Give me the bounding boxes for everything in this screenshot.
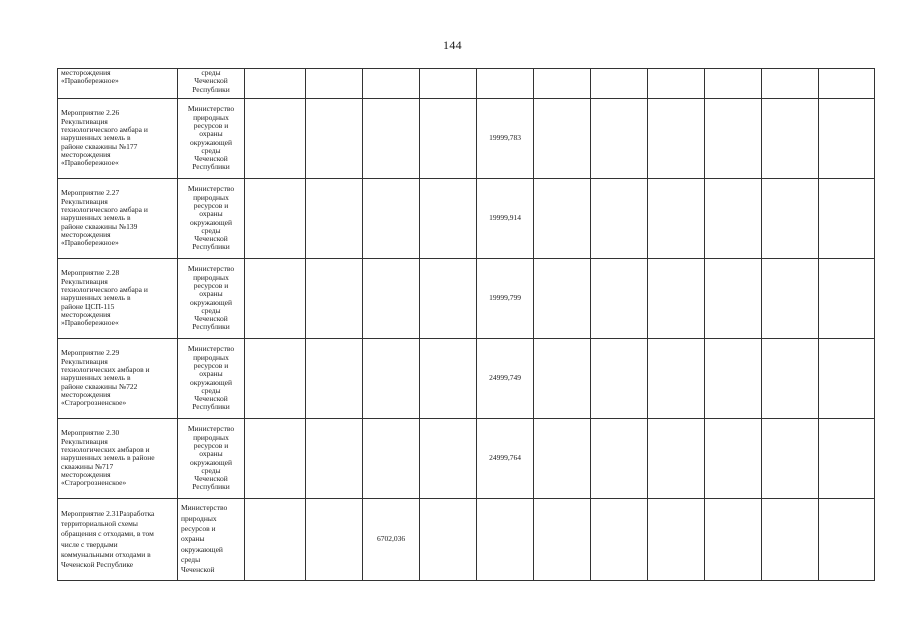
value-cell [762, 179, 819, 259]
value-cell [245, 419, 306, 499]
value-cell [420, 419, 477, 499]
value-cell [534, 259, 591, 339]
value-cell [648, 259, 705, 339]
value-cell [762, 69, 819, 99]
value-cell [705, 339, 762, 419]
value-cell [762, 339, 819, 419]
value-cell [534, 419, 591, 499]
executor-cell: Министерство природных ресурсов и охраны окружающей среды Чеченской Республики [178, 259, 245, 339]
value-cell [762, 419, 819, 499]
value-cell [591, 339, 648, 419]
value-cell [648, 499, 705, 581]
executor-cell: Министерство природных ресурсов и охраны окружающей среды Чеченской Республики [178, 179, 245, 259]
value-cell [306, 339, 363, 419]
measure-cell: Мероприятие 2.29 Рекультивация технологических амбаров и нарушенных земель в районе скважины №722 месторождения «Старогрозненское» [58, 339, 178, 419]
value-cell [762, 259, 819, 339]
value-cell [245, 339, 306, 419]
value-cell: 24999,749 [477, 339, 534, 419]
value-cell [420, 179, 477, 259]
value-cell [477, 499, 534, 581]
value-cell [420, 69, 477, 99]
value-cell [363, 419, 420, 499]
value-cell [819, 499, 875, 581]
value-cell [819, 339, 875, 419]
value-cell [762, 499, 819, 581]
value-cell [819, 179, 875, 259]
value-cell [306, 69, 363, 99]
table-row [58, 99, 875, 179]
table-row [58, 499, 875, 581]
value-cell [819, 99, 875, 179]
value-cell [591, 69, 648, 99]
value-cell: 24999,764 [477, 419, 534, 499]
value-cell [477, 69, 534, 99]
executor-cell: среды Чеченской Республики [178, 69, 245, 99]
executor-cell: Министерство природных ресурсов и охраны окружающей среды Чеченской Республики [178, 339, 245, 419]
page-number: 144 [443, 38, 462, 52]
value-cell [648, 69, 705, 99]
value-cell [306, 499, 363, 581]
value-cell [534, 499, 591, 581]
value-cell [245, 259, 306, 339]
value-cell [591, 499, 648, 581]
value-cell: 19999,783 [477, 99, 534, 179]
value-cell [819, 69, 875, 99]
value-cell [420, 259, 477, 339]
value-cell [819, 419, 875, 499]
value-cell [306, 99, 363, 179]
value-cell: 19999,799 [477, 259, 534, 339]
value-cell [648, 99, 705, 179]
value-cell [762, 99, 819, 179]
value-cell [819, 259, 875, 339]
executor-cell: Министерство природных ресурсов и охраны окружающей среды Чеченской Республики [178, 419, 245, 499]
value-cell [591, 179, 648, 259]
value-cell [705, 499, 762, 581]
value-cell [245, 99, 306, 179]
value-cell [705, 179, 762, 259]
value-cell [705, 69, 762, 99]
measure-cell: Мероприятие 2.28 Рекультивация технологического амбара и нарушенных земель в районе ЦСП-115 месторождения »Правобережное« [58, 259, 178, 339]
table-row [58, 259, 875, 339]
value-cell [306, 259, 363, 339]
executor-cell: Министерство природных ресурсов и охраны окружающей среды Чеченской [178, 499, 245, 581]
value-cell [245, 499, 306, 581]
value-cell [534, 69, 591, 99]
value-cell [420, 339, 477, 419]
executor-cell: Министерство природных ресурсов и охраны окружающей среды Чеченской Республики [178, 99, 245, 179]
value-cell [306, 179, 363, 259]
value-cell [363, 259, 420, 339]
value-cell [420, 99, 477, 179]
value-cell [705, 419, 762, 499]
table-row [58, 69, 875, 99]
value-cell [363, 69, 420, 99]
measure-cell: месторождения «Правобережное» [58, 69, 178, 99]
value-cell: 19999,914 [477, 179, 534, 259]
measure-cell: Мероприятие 2.26 Рекультивация технологического амбара и нарушенных земель в районе скважины №177 месторождения «Правобережное« [58, 99, 178, 179]
measure-cell: Мероприятие 2.31Разработка территориальной схемы обращения с отходами, в том числе с твердыми коммунальными отходами в Чеченской Республике [58, 499, 178, 581]
value-cell [705, 99, 762, 179]
value-cell [363, 339, 420, 419]
value-cell [534, 99, 591, 179]
value-cell [648, 419, 705, 499]
value-cell [420, 499, 477, 581]
value-cell [648, 339, 705, 419]
value-cell [534, 179, 591, 259]
value-cell [705, 259, 762, 339]
table-row [58, 179, 875, 259]
measure-cell: Мероприятие 2.30 Рекультивация технологических амбаров и нарушенных земель в районе скважины №717 месторождения «Старогрозненское» [58, 419, 178, 499]
funding-table [57, 68, 875, 581]
measure-cell: Мероприятие 2.27 Рекультивация технологического амбара и нарушенных земель в районе скважины №139 месторождения «Правобережное» [58, 179, 178, 259]
value-cell [591, 259, 648, 339]
value-cell [591, 419, 648, 499]
value-cell [245, 179, 306, 259]
value-cell [363, 99, 420, 179]
value-cell [591, 99, 648, 179]
value-cell [363, 179, 420, 259]
value-cell [648, 179, 705, 259]
value-cell [245, 69, 306, 99]
value-cell: 6702,036 [363, 499, 420, 581]
table-row [58, 419, 875, 499]
value-cell [534, 339, 591, 419]
value-cell [306, 419, 363, 499]
table-row [58, 339, 875, 419]
